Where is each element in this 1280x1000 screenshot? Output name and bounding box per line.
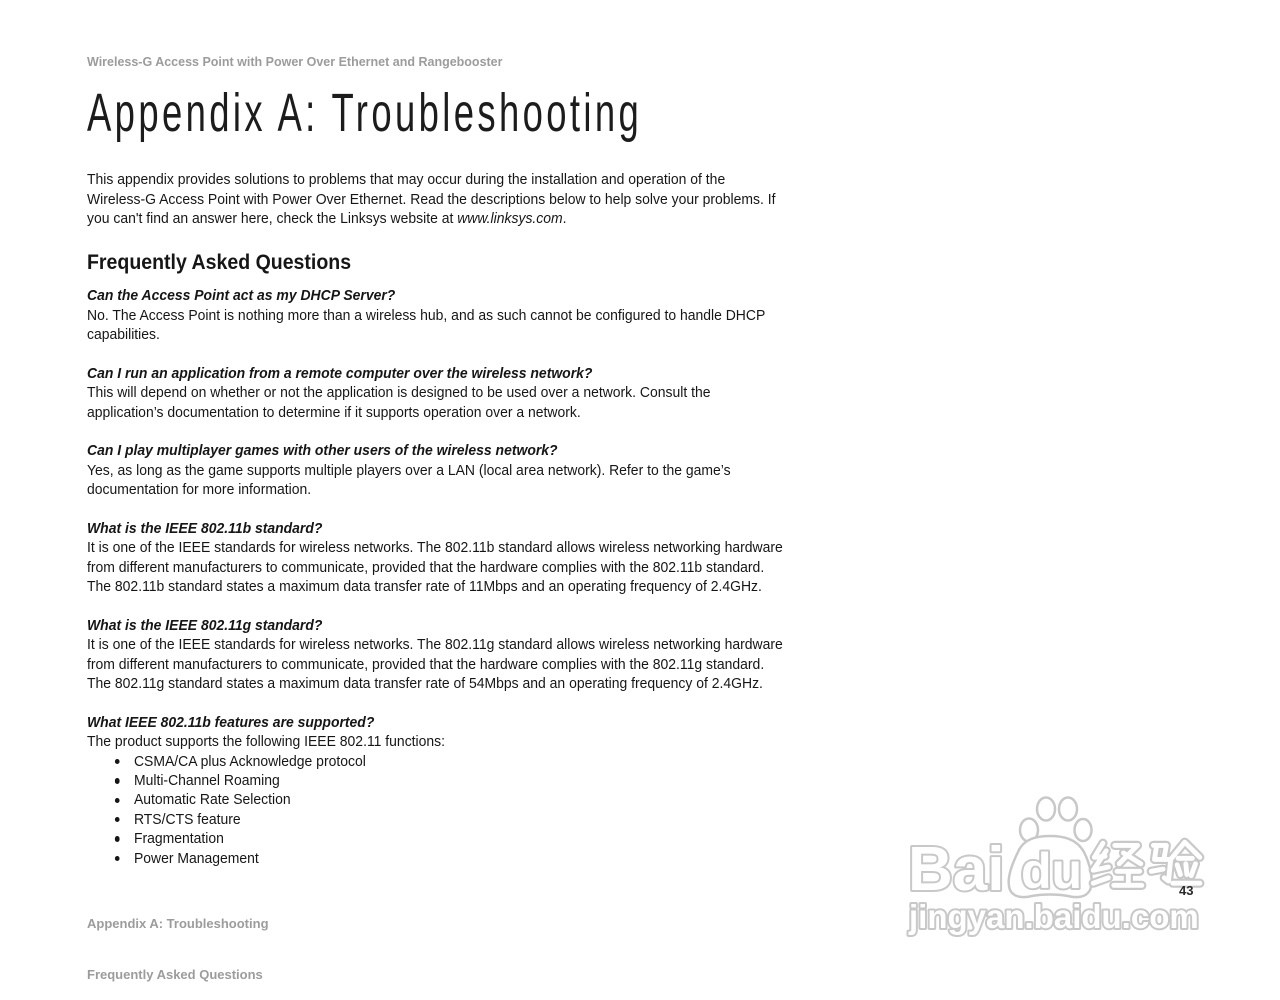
faq-answer-line: It is one of the IEEE standards for wireless networks. The 802.11b standard allows wireless networking hardware: [87, 539, 783, 557]
faq-answer-line: No. The Access Point is nothing more than a wireless hub, and as such cannot be configured to handle DHCP: [87, 306, 766, 324]
bullet-icon: [115, 817, 120, 822]
paw-toe: [1059, 798, 1077, 821]
faq-item: [87, 364, 783, 422]
page-content: [87, 0, 803, 900]
faq-answer-line: Yes, as long as the game supports multiple players over a LAN (local area network). Refer to the game’s: [87, 461, 731, 479]
feature-list-item: [87, 771, 783, 790]
faq-item: [87, 713, 783, 868]
page-footer: [87, 881, 269, 1000]
bullet-icon: [115, 778, 120, 783]
feature-list-item: [87, 752, 783, 771]
feature-label: Automatic Rate Selection: [133, 791, 291, 809]
website-address: www.linksys.com: [457, 210, 563, 228]
faq-question: Can the Access Point act as my DHCP Server?: [87, 287, 396, 305]
baidu-watermark: [900, 790, 1210, 940]
faq-question: Can I run an application from a remote computer over the wireless network?: [87, 364, 593, 382]
bullet-icon: [115, 836, 120, 841]
faq-answer-line: The 802.11g standard states a maximum data transfer rate of 54Mbps and an operating frequency of 2.4GHz.: [87, 675, 763, 693]
faq-answer-line: The product supports the following IEEE 802.11 functions:: [87, 733, 446, 751]
watermark-url: jingyan.baidu.com: [909, 898, 1199, 935]
intro-line-last: [87, 209, 776, 228]
faq-item: [87, 616, 783, 694]
paw-toe: [1037, 798, 1055, 821]
watermark-cjk-char-yan: [1151, 842, 1200, 883]
faq-answer-line: This will depend on whether or not the application is designed to be used over a network. Consult the: [87, 384, 711, 402]
faq-list: [87, 286, 783, 868]
footer-section-title: Appendix A: Troubleshooting: [87, 915, 269, 931]
faq-answer-line: application’s documentation to determine if it supports operation over a network.: [87, 403, 581, 421]
faq-item: [87, 441, 783, 499]
page-number: 43: [1179, 882, 1194, 898]
watermark-cjk-lettering: [1093, 842, 1200, 885]
running-header: Wireless-G Access Point with Power Over Ethernet and Rangebooster: [87, 55, 503, 69]
feature-list-item: [87, 790, 783, 809]
intro-line: This appendix provides solutions to problems that may occur during the installation and operation of the: [87, 171, 726, 189]
feature-list-item: [87, 829, 783, 848]
faq-item: [87, 286, 783, 344]
bullet-icon: [115, 759, 120, 764]
feature-list: [87, 752, 783, 868]
faq-question: What is the IEEE 802.11g standard?: [87, 616, 323, 634]
watermark-logo-du: du: [1021, 843, 1083, 899]
feature-label: Power Management: [133, 849, 259, 867]
feature-label: RTS/CTS feature: [133, 810, 241, 828]
intro-period: .: [562, 210, 567, 228]
feature-list-item: [87, 849, 783, 868]
feature-label: Fragmentation: [133, 830, 224, 848]
faq-answer-line: The 802.11b standard states a maximum data transfer rate of 11Mbps and an operating frequency of 2.4GHz.: [87, 578, 762, 596]
faq-question: What is the IEEE 802.11b standard?: [87, 519, 323, 537]
faq-answer-line: It is one of the IEEE standards for wireless networks. The 802.11g standard allows wireless networking hardware: [87, 636, 783, 654]
faq-answer-line: from different manufacturers to communicate, provided that the hardware complies with the 802.11g standard.: [87, 655, 765, 673]
footer-subsection-title: Frequently Asked Questions: [87, 966, 263, 982]
bullet-icon: [115, 798, 120, 803]
intro-paragraph: [87, 170, 776, 228]
feature-list-item: [87, 810, 783, 829]
feature-label: CSMA/CA plus Acknowledge protocol: [133, 752, 366, 770]
faq-answer-line: documentation for more information.: [87, 481, 312, 499]
watermark-cjk-char-jing: [1093, 843, 1142, 885]
bullet-icon: [115, 856, 120, 861]
paw-toe: [1075, 819, 1092, 841]
page-title: Appendix A: Troubleshooting: [87, 83, 643, 143]
intro-line: Wireless-G Access Point with Power Over Ethernet. Read the descriptions below to help solve your problems. If: [87, 190, 776, 208]
faq-answer-line: capabilities.: [87, 326, 160, 344]
faq-item: [87, 519, 783, 597]
faq-question: What IEEE 802.11b features are supported?: [87, 713, 375, 731]
faq-answer-line: from different manufacturers to communicate, provided that the hardware complies with the 802.11b standard.: [87, 558, 765, 576]
section-heading: Frequently Asked Questions: [87, 251, 352, 274]
feature-label: Multi-Channel Roaming: [133, 772, 280, 790]
faq-question: Can I play multiplayer games with other users of the wireless network?: [87, 442, 558, 460]
intro-text: you can't find an answer here, check the Linksys website at: [87, 210, 458, 228]
watermark-logo-bai: Bai: [908, 835, 1005, 904]
